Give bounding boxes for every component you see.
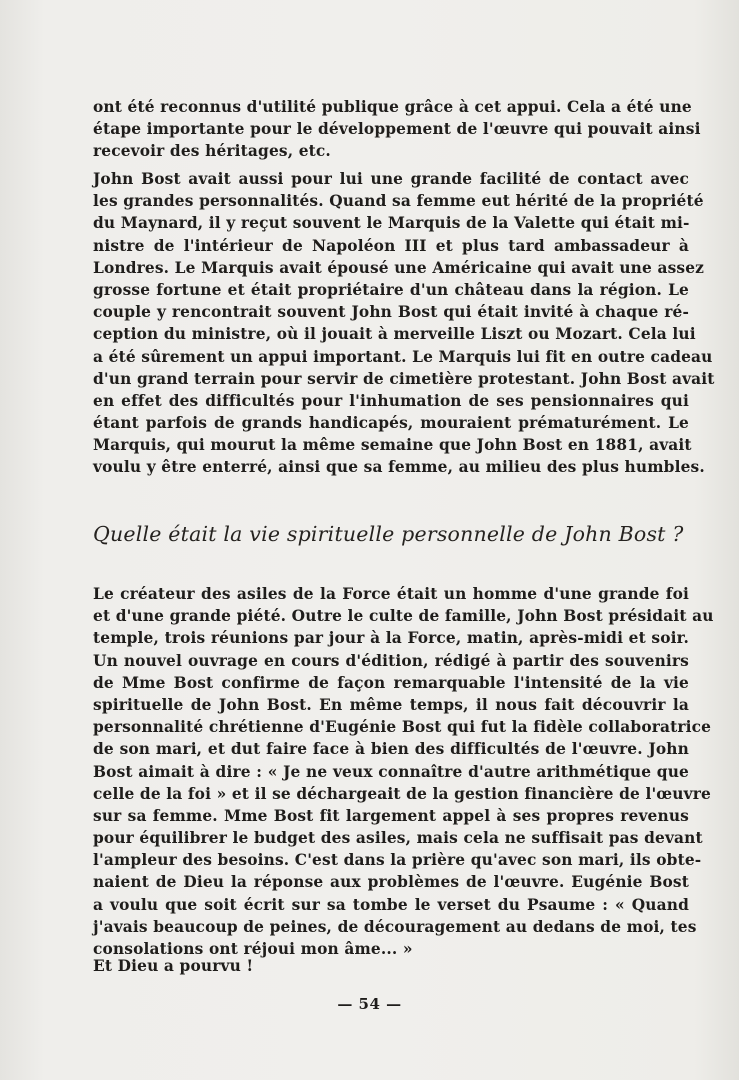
text-line: sur sa femme. Mme Bost fit largement appel à ses propres revenus <box>93 806 689 825</box>
paragraph-intro <box>93 96 701 163</box>
text-line: du Maynard, il y reçut souvent le Marquis de la Valette qui était mi- <box>93 214 690 233</box>
text-line: j'avais beaucoup de peines, de découragement au dedans de moi, tes <box>93 917 697 936</box>
text-line: personnalité chrétienne d'Eugénie Bost qui fut la fidèle collaboratrice <box>93 718 712 737</box>
text-line: les grandes personnalités. Quand sa femme eut hérité de la propriété <box>93 192 704 211</box>
text-line: ception du ministre, où il jouait à merveille Liszt ou Mozart. Cela lui <box>93 325 696 344</box>
text-line: Londres. Le Marquis avait épousé une Américaine qui avait une assez <box>93 258 705 277</box>
text-line: a voulu que soit écrit sur sa tombe le verset du Psaume : « Quand <box>93 895 689 914</box>
text-line: Marquis, qui mourut la même semaine que John Bost en 1881, avait <box>93 436 692 455</box>
text-line: ont été reconnus d'utilité publique grâce à cet appui. Cela a été une <box>93 98 692 116</box>
closing-line: Et Dieu a pourvu ! <box>93 957 254 975</box>
text-line: a été sûrement un appui important. Le Marquis lui fit en outre cadeau <box>93 347 713 366</box>
text-line: pour équilibrer le budget des asiles, mais cela ne suffisait pas devant <box>93 829 703 848</box>
text-line: d'un grand terrain pour servir de cimetière protestant. John Bost avait <box>93 369 715 388</box>
text-line: étant parfois de grands handicapés, mouraient prématurément. Le <box>93 414 689 433</box>
text-line: grosse fortune et était propriétaire d'un château dans la région. Le <box>93 280 689 299</box>
text-line: en effet des difficultés pour l'inhumation de ses pensionnaires qui <box>93 391 689 410</box>
text-line: Bost aimait à dire : « Je ne veux connaître d'autre arithmétique que <box>93 762 689 781</box>
text-line: et d'une grande piété. Outre le culte de famille, John Bost présidait au <box>93 607 714 626</box>
text-line: recevoir des héritages, etc. <box>93 142 331 161</box>
text-line: voulu y être enterré, ainsi que sa femme, au milieu des plus humbles. <box>93 458 705 477</box>
text-line: étape importante pour le développement de l'œuvre qui pouvait ainsi <box>93 120 701 139</box>
text-line: naient de Dieu la réponse aux problèmes de l'œuvre. Eugénie Bost <box>93 873 689 892</box>
text-line: John Bost avait aussi pour lui une grande facilité de contact avec <box>93 170 689 188</box>
text-line: nistre de l'intérieur de Napoléon III et plus tard ambassadeur à <box>93 236 689 255</box>
text-line: de Mme Bost confirme de façon remarquable l'intensité de la vie <box>93 673 689 692</box>
text-line: consolations ont réjoui mon âme... » <box>93 940 413 958</box>
text-line: couple y rencontrait souvent John Bost qui était invité à chaque ré- <box>93 303 689 322</box>
text-line: de son mari, et dut faire face à bien des difficultés de l'œuvre. John <box>93 740 689 759</box>
text-line: Un nouvel ouvrage en cours d'édition, rédigé à partir des souvenirs <box>93 651 689 670</box>
text-line: l'ampleur des besoins. C'est dans la prière qu'avec son mari, ils obte- <box>93 851 702 870</box>
text-line: spirituelle de John Bost. En même temps, il nous fait découvrir la <box>93 695 689 714</box>
text-line: temple, trois réunions par jour à la Force, matin, après-midi et soir. <box>93 629 689 648</box>
paragraph-spiritual-life <box>93 583 714 960</box>
paragraph-john-bost-contacts <box>93 168 715 479</box>
text-line: celle de la foi » et il se déchargeait de la gestion financière de l'œuvre <box>93 784 711 803</box>
section-heading: Quelle était la vie spirituelle personnelle de John Bost ? <box>93 522 684 546</box>
text-line: Le créateur des asiles de la Force était un homme d'une grande foi <box>93 585 689 603</box>
page-number: — 54 — <box>337 995 402 1013</box>
